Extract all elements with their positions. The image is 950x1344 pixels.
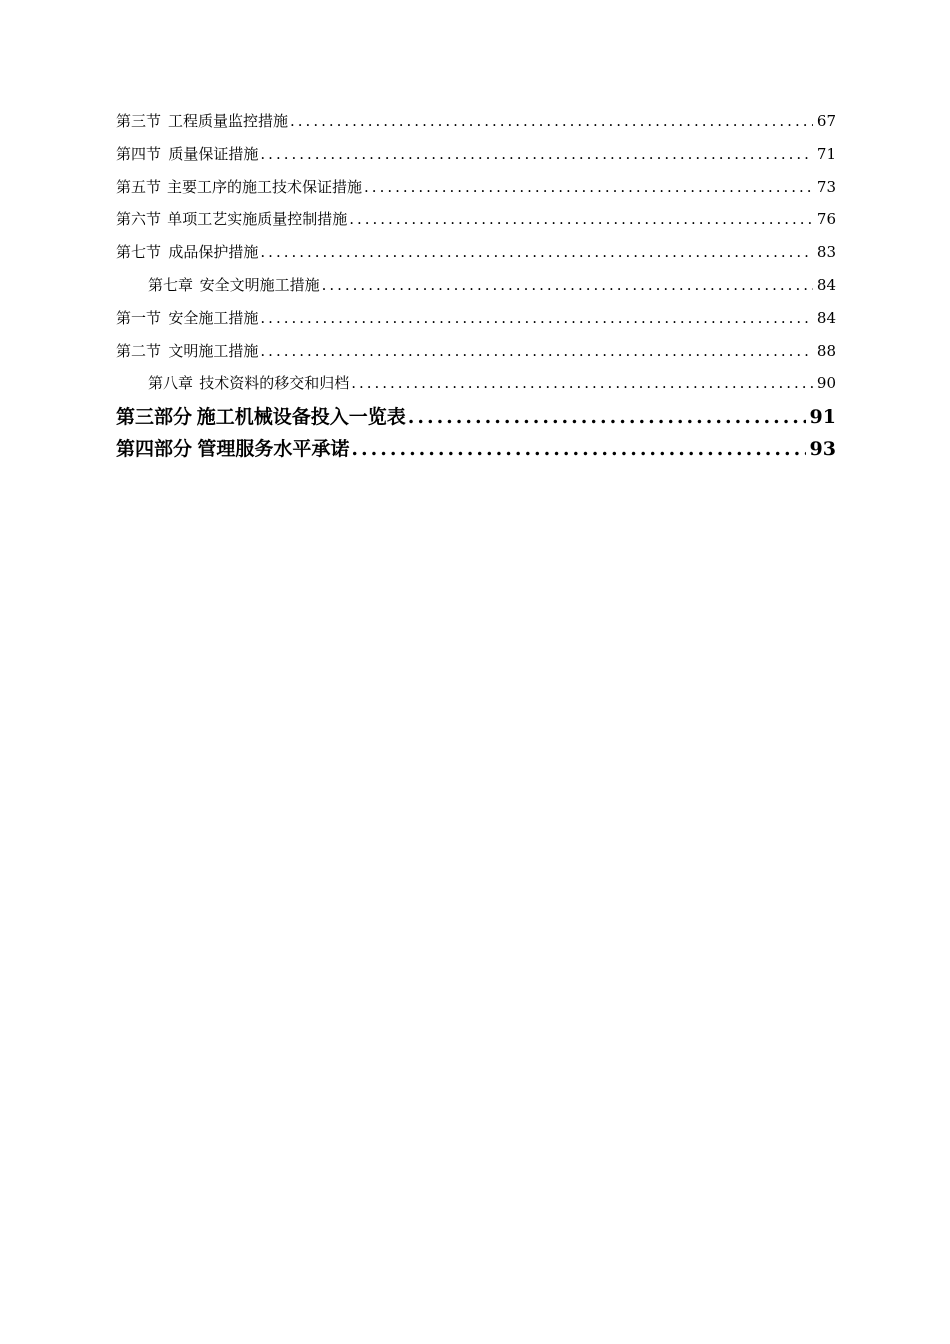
toc-entry-number: 第六节 [116, 210, 162, 229]
toc-entry-number: 第三部分 [116, 406, 193, 429]
toc-entry-section-6[interactable] [116, 206, 836, 239]
toc-entry-title: 文明施工措施 [168, 341, 259, 360]
toc-entry-number: 第八章 [148, 374, 194, 393]
toc-entry-page: 90 [816, 374, 836, 393]
dot-leader [258, 338, 813, 364]
toc-entry-number: 第四部分 [116, 438, 193, 461]
dot-leader [406, 403, 806, 431]
toc-entry-title: 技术资料的移交和归档 [199, 374, 350, 393]
dot-leader [362, 174, 813, 200]
toc-entry-title: 工程质量监控措施 [168, 112, 289, 130]
toc-entry-page: 67 [816, 112, 836, 130]
toc-entry-section-4[interactable] [116, 141, 836, 174]
toc-entry-title: 主要工序的施工技术保证措施 [167, 177, 363, 196]
toc-entry-part-4[interactable] [116, 435, 836, 467]
toc-entry-section-7[interactable] [116, 239, 836, 272]
dot-leader [258, 305, 813, 331]
toc-entry-title: 安全施工措施 [168, 308, 259, 327]
dot-leader [258, 141, 813, 167]
toc-entry-page: 93 [809, 438, 836, 461]
dot-leader [347, 206, 813, 232]
toc-entry-section-5[interactable] [116, 174, 836, 207]
toc-entry-number: 第四节 [116, 144, 162, 163]
toc-entry-title: 质量保证措施 [168, 144, 259, 163]
toc-entry-page: 73 [816, 177, 836, 196]
toc-entry-title: 成品保护措施 [168, 243, 259, 262]
toc-entry-number: 第二节 [116, 341, 162, 360]
dot-leader [349, 370, 813, 396]
toc-entry-page: 91 [809, 406, 836, 429]
toc-entry-number: 第七节 [116, 243, 162, 262]
dot-leader [320, 272, 813, 298]
toc-entry-chapter-8[interactable] [116, 370, 836, 403]
toc-entry-title: 管理服务水平承诺 [197, 438, 350, 461]
toc-entry-number: 第三节 [116, 112, 162, 130]
toc-entry-page: 71 [816, 144, 836, 163]
toc-entry-number: 第一节 [116, 308, 162, 327]
toc-entry-page: 76 [816, 210, 836, 229]
toc-entry-section-2[interactable] [116, 338, 836, 371]
toc-entry-title: 单项工艺实施质量控制措施 [167, 210, 348, 229]
dot-leader [288, 108, 813, 134]
toc-entry-page: 84 [816, 308, 836, 327]
toc-entry-number: 第七章 [148, 275, 194, 294]
toc-entry-page: 84 [816, 275, 836, 294]
toc-entry-chapter-7[interactable] [116, 272, 836, 305]
dot-leader [349, 435, 805, 463]
toc-entry-section-1[interactable] [116, 305, 836, 338]
toc-entry-page: 88 [816, 341, 836, 360]
toc-entry-number: 第五节 [116, 177, 162, 196]
table-of-contents [116, 108, 836, 467]
toc-entry-title: 施工机械设备投入一览表 [196, 406, 406, 429]
toc-entry-page: 83 [816, 243, 836, 262]
toc-entry-title: 安全文明施工措施 [199, 275, 320, 294]
dot-leader [258, 239, 813, 265]
toc-entry-section-3[interactable] [116, 108, 836, 141]
toc-entry-part-3[interactable] [116, 403, 836, 435]
